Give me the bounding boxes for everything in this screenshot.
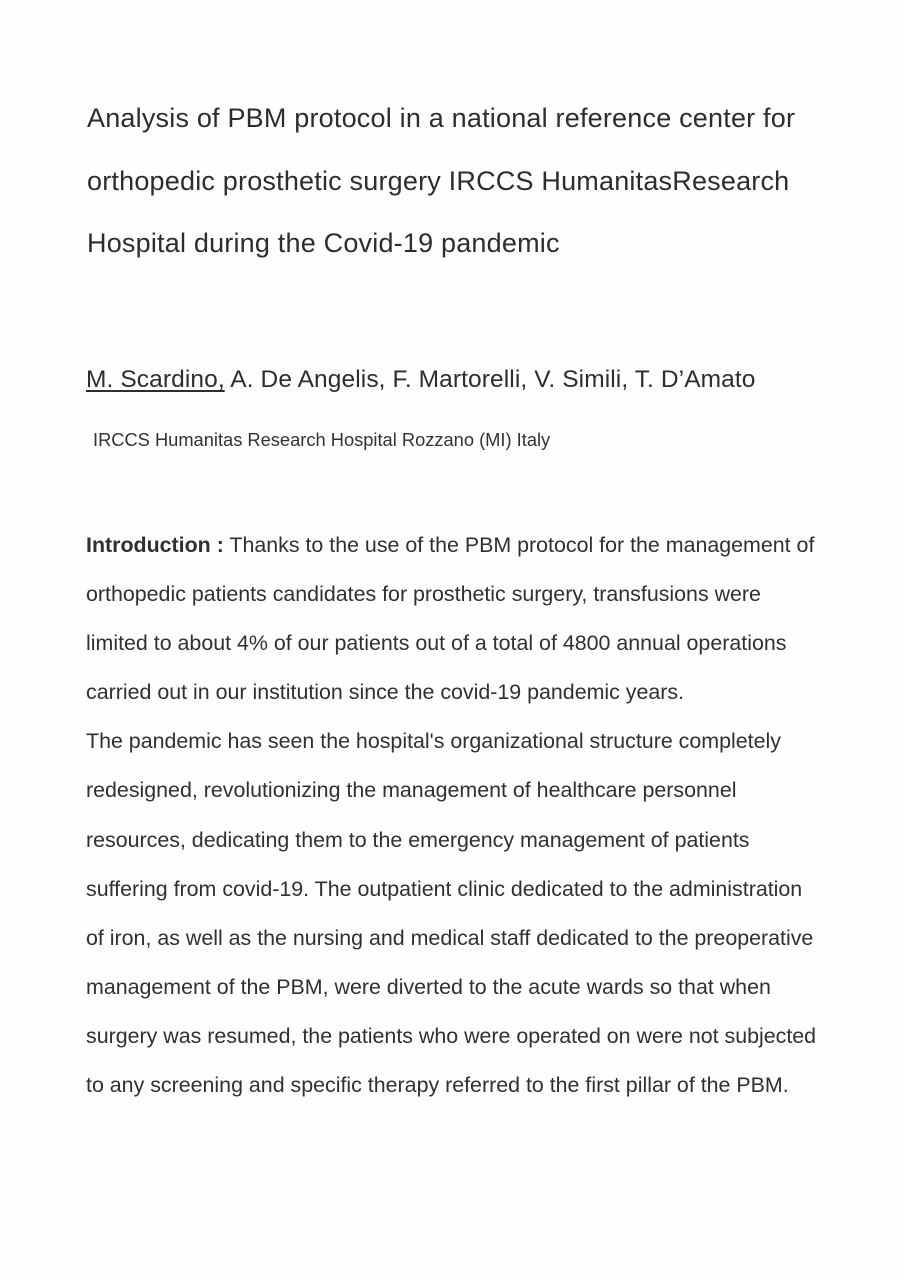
introduction-line: orthopedic patients candidates for prosthetic surgery, transfusions were [86,582,761,607]
introduction-line: of iron, as well as the nursing and medical staff dedicated to the preoperative [86,925,814,950]
introduction-heading: Introduction : [86,533,224,557]
introduction-line: The pandemic has seen the hospital's organizational structure completely [86,729,781,754]
introduction-line: to any screening and specific therapy referred to the first pillar of the PBM. [86,1073,789,1098]
introduction-line: surgery was resumed, the patients who were operated on were not subjected [86,1023,817,1048]
introduction-line: suffering from covid-19. The outpatient clinic dedicated to the administration [86,876,803,901]
introduction-line: redesigned, revolutionizing the management of healthcare personnel [86,778,737,803]
introduction-line: carried out in our institution since the covid-19 pandemic years. [86,680,685,705]
introduction-line: management of the PBM, were diverted to the acute wards so that when [86,974,771,999]
introduction-section [86,521,816,1110]
coauthors: A. De Angelis, F. Martorelli, V. Simili, T. D’Amato [224,366,756,393]
introduction-line [86,521,816,570]
authors-line [86,366,756,394]
paper-title-line-3: Hospital during the Covid-19 pandemic [87,228,560,258]
paper-title [87,87,795,275]
affiliation-line: IRCCS Humanitas Research Hospital Rozzano (MI) Italy [93,429,551,450]
paper-title-line-1: Analysis of PBM protocol in a national reference center for [87,103,796,133]
paper-title-line-2: orthopedic prosthetic surgery IRCCS HumanitasResearch [87,165,790,196]
introduction-text: Thanks to the use of the PBM protocol for the management of [223,533,815,557]
presenting-author: M. Scardino, [86,366,225,393]
introduction-line: limited to about 4% of our patients out of a total of 4800 annual operations [86,631,787,656]
introduction-line: resources, dedicating them to the emergency management of patients [86,827,750,852]
